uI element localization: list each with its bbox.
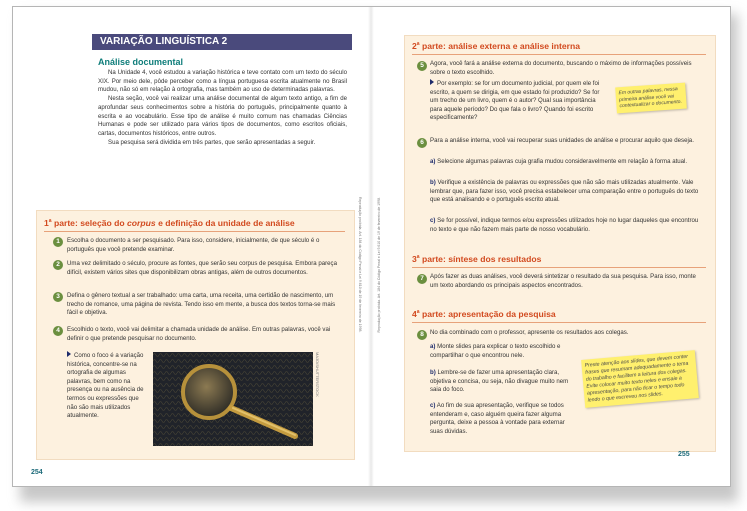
item-text: Uma vez delimitado o século, procure as fontes, que serão seu corpus de pesquisa. Embora pareça difícil, existem vários sites que disponibilizam obras antigas, além de outros documentos. xyxy=(67,260,337,276)
intro-text xyxy=(98,69,347,147)
item6-sub-a xyxy=(430,158,702,167)
item5-bullet xyxy=(430,79,606,123)
item8-sub-b xyxy=(430,369,575,395)
heading-rule xyxy=(412,54,706,55)
part-title: parte: síntese dos resultados xyxy=(419,254,542,264)
ordinal-suffix: a xyxy=(416,41,420,48)
bullet-text: Por exemplo: se for um documento judicial, por quem ele foi escrito, a quem se dirigia, em que estado foi produzido? Se for um trecho de um livro, quem é o autor? Qual sua importância para aquele período? Do que fala o livro? Quando foi escrito especificamente? xyxy=(430,80,600,122)
ordinal-suffix: a xyxy=(416,309,420,316)
item6-sub-b xyxy=(430,179,702,205)
part2-heading xyxy=(412,41,580,51)
sub-text: Lembre-se de fazer uma apresentação clara, objetiva e concisa, ou seja, não divague muito nem saia do foco. xyxy=(430,369,569,394)
sub-letter: a) xyxy=(430,158,436,165)
part-title: parte: apresentação da pesquisa xyxy=(419,309,556,319)
item-text: Agora, você fará a análise externa do documento, buscando o máximo de informações possíveis sobre o texto escolhido. xyxy=(430,60,692,76)
item8-sub-c xyxy=(430,402,575,436)
item-number: 7 xyxy=(417,274,427,284)
sub-text: Verifique a existência de palavras ou expressões que não são mais utilizadas atualmente. Vale lembrar que, para fazer isso, você precisa estabelecer uma comparação entre o português do texto que está analisando e o português escrito atual. xyxy=(430,179,699,204)
item-number: 1 xyxy=(53,237,63,247)
sub-text: Se for possível, indique termos e/ou expressões utilizados hoje no lugar daqueles que encontrou no texto e que não fazem mais parte de nosso vocabulário. xyxy=(430,217,699,233)
part-ordinal: 1 xyxy=(44,218,49,228)
part-title-a: parte: seleção do xyxy=(51,218,128,228)
item6-sub-c xyxy=(430,217,702,234)
sub-letter: c) xyxy=(430,217,436,224)
heading-rule xyxy=(412,322,706,323)
right-page xyxy=(373,7,730,486)
sub-letter: a) xyxy=(430,343,436,350)
item-number: 6 xyxy=(417,138,427,148)
part3-heading xyxy=(412,254,541,264)
item4-bullet xyxy=(67,351,149,421)
item-text: Para a análise interna, você vai recuperar suas unidades de análise e procurar aquilo que deseja. xyxy=(430,137,694,144)
photo-credit: MA3D/SHUTTERSTOCK xyxy=(315,352,320,397)
book-spread xyxy=(12,6,731,487)
section-title: VARIAÇÃO LINGUÍSTICA 2 xyxy=(92,34,352,50)
intro-paragraph: Na Unidade 4, você estudou a variação histórica e teve contato com um texto do século XIX. Por meio dele, pôde perceber como a língua portuguesa escrita atualmente no Brasil mudou, não só em relação à ortografia, mas também ao uso de determinadas palavras. xyxy=(98,69,347,94)
page-number: 254 xyxy=(31,469,43,476)
left-page xyxy=(13,7,370,486)
sticky-note: Preste atenção aos slides, que devem conter frases que resumam adequadamente o tema do trabalho e facilitem a leitura dos colegas. Evite colocar muito texto neles e ensaie a apresentação, para não ficar o tempo todo lendo o que escreveu nos slides. xyxy=(581,350,699,408)
part-ordinal: 2 xyxy=(412,41,417,51)
copyright-note: Reprodução proibida. Art. 184 do Código Penal e Lei 9.610 de 19 de fevereiro de 1998. xyxy=(377,197,381,333)
subsection-title: Análise documental xyxy=(98,57,184,67)
bullet-text: Como o foco é a variação histórica, concentre-se na ortografia de algumas palavras, bem como na presença ou na ausência de termos ou expressões que não são mais utilizados atualmente. xyxy=(67,352,144,420)
item-text: Escolha o documento a ser pesquisado. Para isso, considere, inicialmente, de que século é o português que você pretende examinar. xyxy=(67,237,320,253)
sub-text: Monte slides para explicar o texto escolhido e compartilhar o que encontrou nele. xyxy=(430,343,561,359)
item-number: 3 xyxy=(53,292,63,302)
magnifying-glass-photo xyxy=(153,352,313,446)
item-text: Defina o gênero textual a ser trabalhado: uma carta, uma receita, uma certidão de nascimento, um trecho de romance, uma página de revista. Tendo isso em mente, a busca dos textos torna-se mais fácil e objetiva. xyxy=(67,292,336,317)
sub-text: Ao fim de sua apresentação, verifique se todos entenderam e, caso alguém queira fazer alguma pergunta, deixe a pessoa à vontade para externar suas dúvidas. xyxy=(430,402,565,435)
item8-sub-a xyxy=(430,343,575,360)
sticky-note: Em outras palavras, nessa primeira análise você vai contextualizar o documento. xyxy=(615,83,687,113)
ordinal-suffix: a xyxy=(416,254,420,261)
item-number: 8 xyxy=(417,330,427,340)
part4-heading xyxy=(412,309,556,319)
sub-letter: b) xyxy=(430,179,436,186)
copyright-note: Reprodução proibida. Art. 184 do Código Penal e Lei 9.610 de 19 de fevereiro de 1998. xyxy=(358,197,362,333)
part-ordinal: 4 xyxy=(412,309,417,319)
part-ordinal: 3 xyxy=(412,254,417,264)
item-text: Após fazer as duas análises, você deverá sintetizar o resultado da sua pesquisa. Para isso, monte um texto abordando os principais aspectos encontrados. xyxy=(430,273,696,289)
part-title-em: corpus xyxy=(127,218,156,228)
ordinal-suffix: a xyxy=(48,218,52,225)
item-number: 2 xyxy=(53,260,63,270)
intro-paragraph: Sua pesquisa será dividida em três partes, que serão apresentadas a seguir. xyxy=(108,138,316,146)
bullet-arrow-icon xyxy=(67,351,71,357)
sub-letter: b) xyxy=(430,369,436,376)
item-text: Escolhido o texto, você vai delimitar a chamada unidade de análise. Em outras palavras, você vai definir o que pretende pesquisar no documento. xyxy=(67,326,331,342)
bullet-arrow-icon xyxy=(430,79,434,85)
sub-letter: c) xyxy=(430,402,436,409)
item-number: 5 xyxy=(417,61,427,71)
part-title-b: e definição da unidade de análise xyxy=(155,218,295,228)
intro-paragraph: Nesta seção, você vai realizar uma análise documental de algum texto antigo, a fim de aprofundar seus conhecimentos sobre a história do português, principalmente quanto à escrita e ao vocabulário. Esse tipo de análise é muito comum nas chamadas Ciências Humanas e pode ser utilizado para vários tipos de documentos, como escritos oficiais, cartas, documentos históricos, entre outros. xyxy=(98,95,347,137)
magnifier-illustration-icon xyxy=(153,352,313,446)
item-number: 4 xyxy=(53,326,63,336)
heading-rule xyxy=(44,231,345,232)
item-text: No dia combinado com o professor, apresente os resultados aos colegas. xyxy=(430,329,629,336)
sub-text: Selecione algumas palavras cuja grafia mudou consideravelmente em relação à forma atual. xyxy=(437,158,688,165)
part-title: parte: análise externa e análise interna xyxy=(419,41,581,51)
page-number: 255 xyxy=(678,451,690,458)
heading-rule xyxy=(412,267,706,268)
part1-heading xyxy=(44,218,295,228)
